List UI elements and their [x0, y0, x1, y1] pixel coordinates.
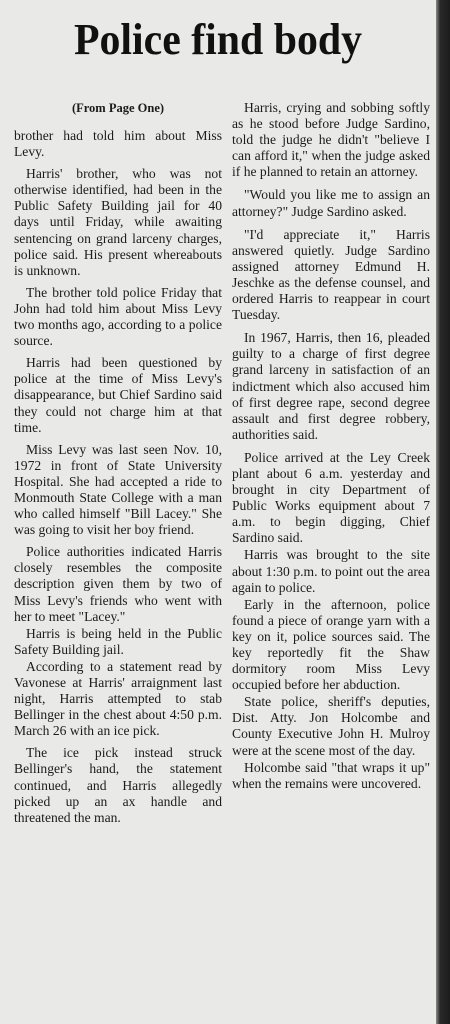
paragraph: In 1967, Harris, then 16, pleaded guilty to a charge of first degree grand larceny in satisfaction of an indictment which also accused him of first degree rape, second degree assault and first degree robbery, authorities said.: [232, 330, 430, 442]
source-line: (From Page One): [71, 101, 165, 115]
paragraph: Harris' brother, who was not otherwise identified, had been in the Public Safety Building jail for 40 days until Friday, while awaiting sentencing on grand larceny charges, police said. His present whereabouts is unknown.: [14, 166, 222, 278]
paragraph: Holcombe said "that wraps it up" when the remains were uncovered.: [232, 759, 430, 791]
paragraph: The ice pick instead struck Bellinger's hand, the statement continued, and Harris allegedly picked up an ax handle and threatened the man.: [14, 745, 222, 825]
left-column: [14, 100, 222, 832]
paragraph: State police, sheriff's deputies, Dist. Atty. Jon Holcombe and County Executive John H. Mulroy were at the scene most of the day.: [232, 694, 430, 758]
paragraph: Harris, crying and sobbing softly as he stood before Judge Sardino, told the judge he didn't "believe I can afford it," when the judge asked if he planned to retain an attorney.: [232, 100, 430, 180]
right-column: [232, 100, 430, 799]
paragraph: Miss Levy was last seen Nov. 10, 1972 in front of State University Hospital. She had accepted a ride to Monmouth State College with a man who called himself "Bill Lacey." She was going to visit her boy friend.: [14, 441, 222, 538]
paragraph: Harris was brought to the site about 1:30 p.m. to point out the area again to police.: [232, 547, 430, 595]
paragraph: brother had told him about Miss Levy.: [14, 128, 222, 160]
paragraph: According to a statement read by Vavonese at Harris' arraignment last night, Harris attempted to stab Bellinger in the chest about 4:50 p.m. March 26 with an ice pick.: [14, 658, 222, 739]
headline: Police find body: [74, 15, 362, 64]
paragraph: Police arrived at the Ley Creek plant about 6 a.m. yesterday and brought in city Department of Public Works equipment about 7 a.m. to begin digging, Chief Sardino said.: [232, 449, 430, 546]
paragraph: Harris had been questioned by police at the time of Miss Levy's disappearance, but Chief Sardino said they could not charge him at that time.: [14, 355, 222, 435]
paragraph: Early in the afternoon, police found a piece of orange yarn with a key on it, police sources said. The key reportedly fit the Shaw dormitory room Miss Levy occupied before her abduction.: [232, 596, 430, 693]
page-edge-shadow: [436, 0, 450, 1024]
paragraph: "I'd appreciate it," Harris answered quietly. Judge Sardino assigned attorney Edmund H. Jeschke as the defense counsel, and ordered Harris to reappear in court Tuesday.: [232, 226, 430, 323]
paragraph: The brother told police Friday that John had told him about Miss Levy two months ago, according to a police source.: [14, 284, 222, 349]
paragraph: Harris is being held in the Public Safety Building jail.: [14, 625, 222, 657]
paragraph: "Would you like me to assign an attorney?" Judge Sardino asked.: [232, 187, 430, 219]
paragraph: Police authorities indicated Harris closely resembles the composite description given them by two of Miss Levy's friends who went with her to meet "Lacey.": [14, 544, 222, 624]
